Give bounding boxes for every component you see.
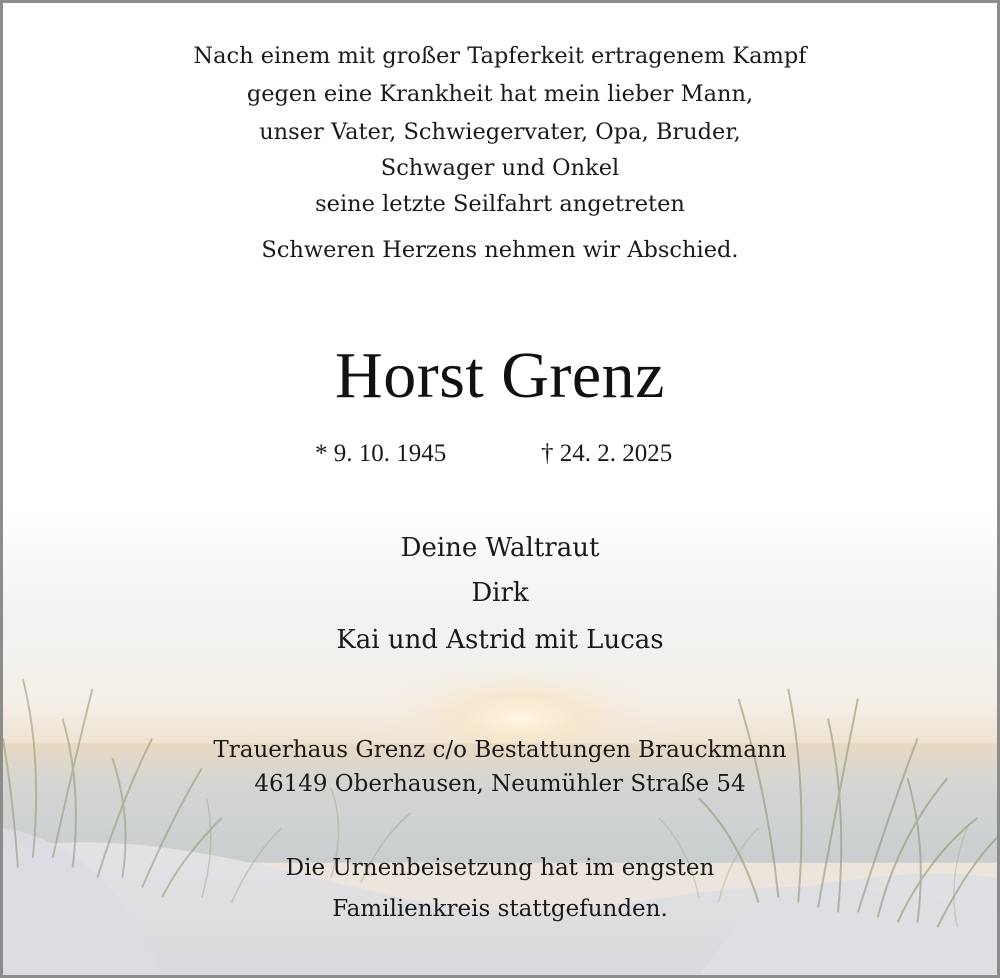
family-member: Deine Waltraut [400,533,600,563]
farewell-line: Schweren Herzens nehmen wir Abschied. [261,237,739,263]
birth-date: * 9. 10. 1945 [315,440,447,467]
deceased-name: Horst Grenz [335,339,665,412]
beach-dune-background-image [3,3,997,975]
address-line: Trauerhaus Grenz c/o Bestattungen Brauckmann [213,737,787,763]
family-member: Dirk [471,578,529,608]
family-member: Kai und Astrid mit Lucas [336,625,664,655]
intro-line: seine letzte Seilfahrt angetreten [315,191,685,217]
death-date: † 24. 2. 2025 [541,440,673,467]
closing-line: Familienkreis stattgefunden. [332,896,668,922]
address-line: 46149 Oberhausen, Neumühler Straße 54 [254,771,746,797]
closing-line: Die Urnenbeisetzung hat im engsten [285,855,715,881]
intro-line: Schwager und Onkel [380,155,620,181]
intro-line: gegen eine Krankheit hat mein lieber Mann, [246,81,754,107]
intro-line: Nach einem mit großer Tapferkeit ertragenem Kampf [193,43,807,69]
intro-line: unser Vater, Schwiegervater, Opa, Bruder, [259,119,741,145]
